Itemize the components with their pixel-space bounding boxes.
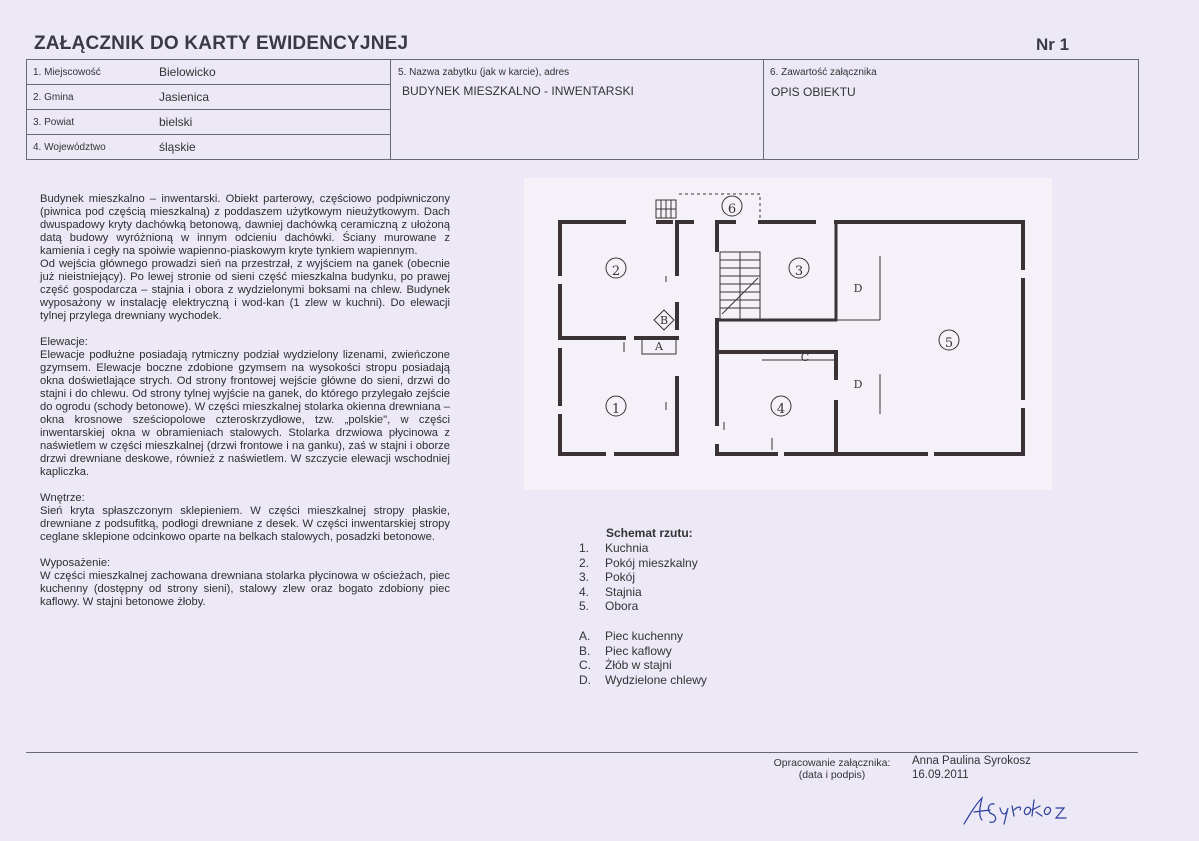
legend-items [579, 629, 707, 687]
form-left-border [26, 59, 27, 159]
signature [960, 790, 1080, 830]
form-top-border [26, 59, 1138, 60]
legend-title: Schemat rzutu: [606, 526, 693, 540]
legend-item: 4. Stajnia [579, 584, 642, 599]
field-value-nazwa: BUDYNEK MIESZKALNO - INWENTARSKI [402, 84, 634, 98]
field-label-nazwa: 5. Nazwa zabytku (jak w karcie), adres [398, 67, 570, 78]
elewacje-text: Elewacje podłużne posiadają rytmiczny podział wydzielony lizenami, zwieńczone gzymsem. Elewacje boczne zdobione gzymsem na wysokości stropu posiadają okna doświetlające strych. Od strony frontowej wejście główne do sieni, drzwi do stajni i do chlewu. Od strony tylnej wyjście na ganek, do którego przylegało zejście do ogrodu (schody betonowe). W części mieszkalnej stolarka okienna drewniana – okna krosnowe sześciopolowe czteroskrzydłowe, tzw. „polskie", w części inwentarskiej okna w obramieniach stalowych. Stolarka drzwiowa płycinowa z naświetlem w części mieszkalnej (drzwi frontowe i na ganku), zaś w stajni i oborze drzwi drewniane deskowe, również z naświetlem. W szczycie elewacji wschodniej kapliczka. [40, 349, 450, 478]
floor-plan [524, 178, 1052, 490]
elewacje-heading: Elewacje: [40, 336, 88, 348]
document-title: ZAŁĄCZNIK DO KARTY EWIDENCYJNEJ [34, 33, 409, 54]
item-d-label-top: D [853, 282, 863, 295]
description-intro: Budynek mieszkalno – inwentarski. Obiekt parterowy, częściowo podpiwniczony (piwnica pod częścią mieszkalną) z poddaszem użytkowym nieużytkowym. Dach dwuspadowy kryty dachówką betonową, dawniej dachówką ceramiczną z ułożoną datą budowy wyróżnioną w innym odcieniu dachówki. Ściany murowane z kamienia i cegły na spoiwie wapienno-piaskowym kryte tynkiem wapiennym. [40, 193, 450, 257]
legend-item: 1. Kuchnia [579, 541, 649, 555]
form-row-divider [26, 84, 390, 85]
field-label-miejscowosc: 1. Miejscowość [33, 67, 101, 78]
form-col-divider [390, 59, 391, 159]
field-value-gmina: Jasienica [159, 90, 210, 104]
field-value-zawartosc: OPIS OBIEKTU [771, 85, 856, 99]
wyposazenie-text: W części mieszkalnej zachowana drewniana stolarka płycinowa w ościeżach, piec kuchenny (dostępny od strony sieni), stalowy zlew oraz bogato zdobiony piec kaflowy. W stajni betonowe żłoby. [40, 570, 450, 608]
legend-item: B. Piec kaflowy [579, 643, 672, 658]
wnetrze-text: Sień kryta spłaszczonym sklepieniem. W części mieszkalnej stropy płaskie, drewniane z podsufitką, podłogi drewniane z desek. W części inwentarskiej stropy ceglane sklepione odcinkowo oparte na belkach stalowych, posadzki betonowe. [40, 505, 450, 543]
room-2-label: 2 [611, 264, 621, 279]
document-number: Nr 1 [1036, 35, 1070, 54]
wnetrze-heading: Wnętrze: [40, 492, 85, 504]
form-right-border [1138, 59, 1139, 159]
prepared-label: Opracowanie załącznika: (data i podpis) [773, 757, 891, 781]
item-c-label: C [800, 351, 810, 364]
item-a-label: A [655, 340, 663, 353]
field-value-powiat: bielski [159, 115, 193, 129]
legend-item: 2. Pokój mieszkalny [579, 555, 698, 570]
form-col-divider [763, 59, 764, 159]
author-name: Anna Paulina Syrokosz [912, 755, 1031, 767]
field-value-wojewodztwo: śląskie [159, 140, 196, 154]
field-label-gmina: 2. Gmina [33, 92, 74, 103]
field-value-miejscowosc: Bielowicko [159, 65, 216, 79]
description-text [40, 193, 450, 609]
form-bottom-border [26, 159, 1138, 160]
legend-item: 5. Obora [579, 599, 639, 613]
legend-item: A. Piec kuchenny [579, 629, 684, 643]
legend-item: C. Żłób w stajni [579, 658, 672, 672]
item-b-label: B [659, 314, 669, 327]
prepared-date: 16.09.2011 [912, 769, 969, 781]
legend-rooms [579, 541, 698, 614]
room-6-label: 6 [727, 202, 737, 217]
legend-item: 3. Pokój [579, 570, 636, 584]
field-label-wojewodztwo: 4. Województwo [33, 142, 106, 153]
room-1-label: 1 [611, 402, 621, 417]
room-5-label: 5 [944, 336, 954, 351]
legend-item: D. Wydzielone chlewy [579, 672, 707, 687]
form-row-divider [26, 134, 390, 135]
field-label-powiat: 3. Powiat [33, 117, 75, 128]
room-4-label: 4 [776, 402, 786, 417]
footer-divider [26, 752, 1138, 753]
form-row-divider [26, 109, 390, 110]
description-intro-2: Od wejścia głównego prowadzi sień na przestrzał, z wyjściem na ganek (obecnie już nieistniejący). Po lewej stronie od sieni część mieszkalna budynku, po prawej część gospodarcza – stajnia i obora z wydzielonymi boksami na chlew. Budynek wyposażony w instalację elektryczną i wod-kan (1 zlew w kuchni). Do elewacji tylnej przylega drewniany wychodek. [40, 258, 450, 322]
field-label-zawartosc: 6. Zawartość załącznika [770, 67, 877, 78]
item-d-label-bottom: D [853, 378, 863, 391]
wyposazenie-heading: Wyposażenie: [40, 557, 111, 569]
room-3-label: 3 [794, 264, 804, 279]
